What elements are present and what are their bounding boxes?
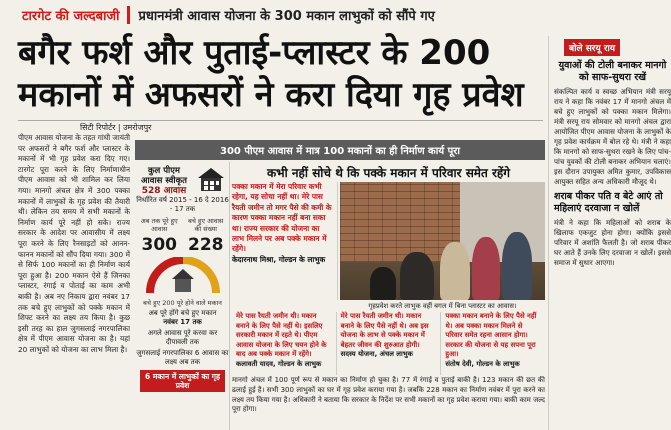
person-figure: [370, 267, 396, 300]
stats-title: कुल पीएम आवास स्वीकृत: [141, 166, 187, 186]
byline: सिटी रिपोर्टर | उमरोजपुर: [80, 123, 152, 132]
kicker-text: प्रधानमंत्री आवास योजना के 300 मकान लाभुकों को सौंपे गए: [138, 9, 435, 24]
quote-item: [337, 312, 442, 375]
quote-text: पक्का मकान बनाने के लिए पैसे नहीं थे। अब पक्का मकान मिलने से परिवार समेत रहना आसान होगा। सरकार की योजना से यह सपना पूरा हुआ।: [445, 312, 537, 359]
right-tag: बोले सरयू राय: [564, 39, 620, 56]
main-quote-source: केदारनाथ मिश्रा, गोल्डन के लाभुक: [232, 254, 326, 264]
stats-deadline: निर्धारित वर्ष 2015 - 16 दे 2016 - 17 तक: [136, 196, 229, 213]
right-headline-2: शराब पीकर पति व बेटे आएं तो महिलाएं दरवाजा न खोलें: [554, 191, 663, 214]
brick-pattern: [340, 182, 460, 262]
stats-col-1: अब तक पूरे हुए आवास: [140, 217, 178, 233]
stats-target-date: नवंबर 17 तक: [163, 318, 202, 326]
main-quote: [232, 182, 338, 300]
right-body-1: संकल्पित कार्य व स्वच्छ अभियान मंत्री सरयू राय ने कहा कि नवंबर 17 में मानगो अंचल में बचे हुए लाभुकों को पक्का मकान मिलेगा। मंत्री सरयू राय सोमवार को मानगो अंचल द्वारा आयोजित पीएम आवास योजना के लाभुकों के गृह प्रवेश कार्यक्रम में बोल रहे थे। मंत्री ने कहा कि मानगो को साफ-सुथरा रखने के लिए पांच-पांच युवकों की टोली बनाकर अभियान चलाएं। इस दौरान उपायुक्त अमित कुमार, उपविकास आयुक्त सहित अन्य अधिकारी मौजूद थे।: [554, 87, 671, 186]
house-icon: [196, 166, 226, 192]
kicker-label: टारगेट की जल्दबाजी: [22, 9, 120, 24]
right-column: [548, 36, 671, 430]
left-article: पीएम आवास योजना के तहत गांधी जायंती पर अफसरों ने बगैर फर्श और प्लास्टर के मकानों में भी गृह प्रवेश करा दिए गए। टारगेट पूरा करने के लिए निर्माणाधीन पीएम आवास को भी शामिल कर लिया गया। मानगो अंचल क्षेत्र में 300 पक्का मकानों में लाभुकों के गृह प्रवेश की तैयारी थी। लेकिन तय समय में सभी मकानों के निर्माण कार्य पूरे नहीं हो सके। राज्य सरकार के आदेश पर आवासीय में लक्ष्य पूरा करने के लिए रैनसाइटों को आनन-फानन मकानों को सौंप दिया गया। 300 में से सिर्फ 100 मकानों का ही निर्माण कार्य पूरा हुआ है। 200 मकान ऐसे हैं जिनका प्लास्टर, रंगाई व पोताई का काम अभी बाकी है। अब नए निकाय द्वारा नवंबर 17 तक बचे हुए लाभुकों को पक्के मकान में शिफ्ट करने का लक्ष्य तय किया है। कुछ इसी तरह का हाल जुगसलाई नगरपालिका क्षेत्र में पीएम आवास योजना का है। यहां 20 लाभुकों को योजना का लाभ मिला है।: [18, 133, 130, 354]
divider: [18, 120, 543, 121]
stats-legend: बचे हुए 200 पूरे होने वाले मकान: [143, 299, 222, 307]
person-figure: [440, 242, 470, 300]
photo-caption: गृहप्रवेश करते लाभुक वहीं बगल में बिना प्लास्टर का आवास।: [368, 302, 517, 310]
person-figure: [472, 237, 500, 300]
quote-source: कलावती यादव, गोल्डन के लाभुक: [236, 359, 322, 368]
stats-col-2: बचे हुए आवास की संख्या: [188, 217, 224, 233]
main-quote-text: पक्का मकान में मेरा परिवार कभी रहेगा, यह सोचा नहीं था। मेरे पास रैयती जमीन तो मगर पैसे की कमी के कारण पक्का मकान नहीं बना सका था। राज्य सरकार की योजना का लाभ मिलने पर अब पक्के मकान में रहेंगे।: [232, 182, 332, 254]
kicker-divider: [127, 6, 130, 24]
quote-source: संतोष देवी, गोल्डन के लाभुक: [445, 359, 520, 368]
stats-num-done: 300: [141, 235, 177, 255]
quote-item: [441, 312, 545, 375]
page-headline: बगैर फर्श और पुताई-प्लास्टर के 200 मकानों में अफसरों ने करा दिया गृह प्रवेश: [18, 33, 524, 115]
stats-target-label: अब पूरे होंगे बचे हुए मकान: [148, 309, 217, 317]
story-photo: [340, 182, 545, 300]
right-body-2: मंत्री ने कहा कि महिलाओं को शराब के खिलाफ एकजुट होना होगा। क्योंकि इससे परिवार में अशांति फैलती है। जो शराब पीकर घर आते हैं उनके लिए दरवाजा न खोलें। इससे समाज में सुधार आएगा।: [554, 218, 671, 267]
person-figure: [400, 252, 434, 300]
quote-text: मेरे पास रैयती जमीन थी। मकान बनाने के लिए पैसे नहीं थे। अब इस योजना के लाभ से पक्के मकान में बेहतर जीवन की शुरुआत होगी।: [340, 312, 429, 349]
person-figure: [502, 232, 532, 300]
stats-juggle: अगले आवास पूरे करवा कर दीपावली तक: [147, 329, 218, 346]
quotes-row: [232, 312, 545, 375]
kicker: [0, 0, 671, 30]
stats-num-left: 228: [188, 235, 224, 255]
stats-total: 528 आवास: [141, 186, 187, 196]
story-subhead: कभी नहीं सोचे थे कि पक्के मकान में परिवार समेत रहेंगे: [266, 166, 511, 180]
progress-semicircle: [146, 257, 220, 295]
quote-text: मेरे पास रैयती जमीन थी। मकान बनाने के लिए पैसे नहीं थे। इसलिए सरकारी मकान में रहते थे। पीएम आवास योजना के लिए चयन होने के बाद अब पक्के मकान में रहेंगे।: [236, 312, 327, 359]
right-headline-1: युवाओं की टोली बनाकर मानगो को साफ-सुथरा रखें: [558, 60, 667, 83]
quote-source: सदस्य योजना, अंचल लाभुक: [340, 350, 413, 359]
quote-item: [232, 312, 337, 375]
main-story: [232, 160, 545, 375]
bottom-article: मानगो अंचल में 100 पूर्ण रूप से मकान का निर्माण हो चुका है। 77 में रंगाई व पुताई बाकी है। 123 मकान की छत की ढलाई हुई है। सभी 300 लाभुकों का घर में गृह प्रवेश कराया गया है। जबकि 228 मकान का निर्माण नवंबर में पूरा करने का लक्ष्य तय किया गया है। अधिकारी ने बताया कि सरकार के निर्देश पर सभी मकानों का गृह प्रवेश कराया गया। बाकी काम जल्द पूरा होगा।: [232, 376, 545, 414]
stats-jugsalai: जुगसलाई नगरपालिका 6 आवास का लक्ष्य अब तक: [136, 349, 229, 366]
stats-box: [136, 162, 230, 430]
banner: 300 पीएम आवास में मात्र 100 मकानों का ही निर्माण कार्य पूरा: [135, 140, 545, 160]
stats-final: 6 मकान में लाभुकों का गृह प्रवेश: [140, 370, 225, 392]
